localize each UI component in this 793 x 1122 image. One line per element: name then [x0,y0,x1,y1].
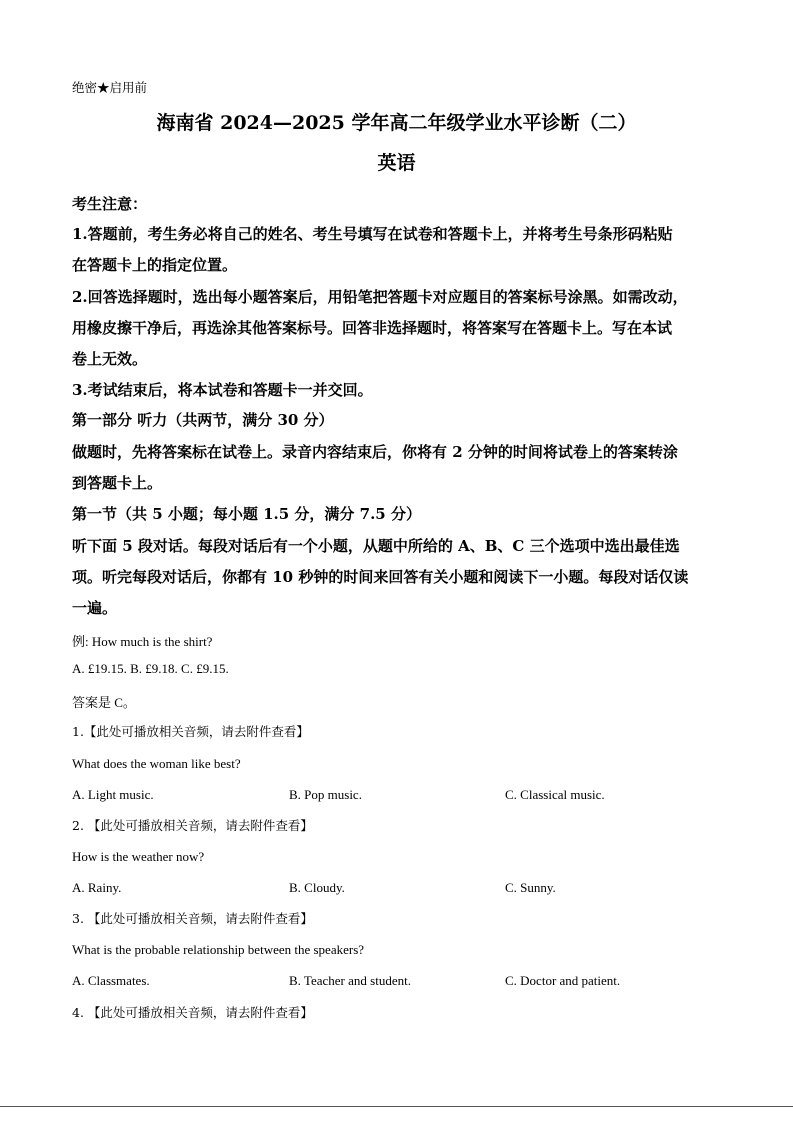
audio-link-1[interactable]: 1.【此处可播放相关音频，请去附件查看】 [72,724,309,739]
notice-item-1: 1.答题前，考生务必将自己的姓名、考生号填写在试卷和答题卡上，并将考生号条形码粘贴 [72,225,673,243]
notice-item-3: 3.考试结束后，将本试卷和答题卡一并交回。 [72,381,373,399]
question-2-option-b: B. Cloudy. [289,880,345,895]
question-3-text: What is the probable relationship between the speakers? [72,942,365,957]
part1-intro-cont: 到答题卡上。 [72,474,163,492]
question-2-option-c: C. Sunny. [505,880,556,895]
question-1-option-b: B. Pop music. [289,787,362,802]
question-2-option-a: A. Rainy. [72,880,122,895]
question-2-text: How is the weather now? [72,849,205,864]
notice-item-2: 2.回答选择题时，选出每小题答案后，用铅笔把答题卡对应题目的答案标号涂黑。如需改动， [72,288,688,306]
confidential-label: 绝密★启用前 [72,80,148,95]
notice-heading: 考生注意： [72,195,148,213]
part1-heading: 第一部分 听力（共两节，满分 30 分） [72,411,334,429]
question-3-option-b: B. Teacher and student. [289,973,411,988]
question-1-option-a: A. Light music. [72,787,154,802]
audio-link-2[interactable]: 2. 【此处可播放相关音频，请去附件查看】 [72,818,313,833]
example-answer: 答案是 C。 [72,695,136,710]
audio-link-3[interactable]: 3. 【此处可播放相关音频，请去附件查看】 [72,911,313,926]
page-bottom-divider [0,1106,793,1107]
notice-item-2-cont2: 卷上无效。 [72,350,148,368]
question-1-text: What does the woman like best? [72,756,241,771]
notice-item-1-cont: 在答题卡上的指定位置。 [72,256,238,274]
section1-heading: 第一节（共 5 小题；每小题 1.5 分，满分 7.5 分） [72,505,421,523]
question-3-option-a: A. Classmates. [72,973,150,988]
section1-instructions: 听下面 5 段对话。每段对话后有一个小题，从题中所给的 A、B、C 三个选项中选出最佳选 [72,537,680,555]
section1-instructions-cont: 项。听完每段对话后，你都有 10 秒钟的时间来回答有关小题和阅读下一小题。每段对话仅读 [72,568,689,586]
notice-item-2-cont: 用橡皮擦干净后，再选涂其他答案标号。回答非选择题时，将答案写在答题卡上。写在本试 [72,319,673,337]
exam-title: 海南省 2024—2025 学年高二年级学业水平诊断（二） [156,112,637,134]
question-3-option-c: C. Doctor and patient. [505,973,621,988]
part1-intro: 做题时，先将答案标在试卷上。录音内容结束后，你将有 2 分钟的时间将试卷上的答案转涂 [72,443,678,461]
section1-instructions-cont2: 一遍。 [72,599,118,617]
example-question: 例: How much is the shirt? [72,634,213,649]
audio-link-4[interactable]: 4. 【此处可播放相关音频，请去附件查看】 [72,1005,313,1020]
subject-title: 英语 [377,152,416,174]
example-options: A. £19.15. B. £9.18. C. £9.15. [72,661,229,676]
question-1-option-c: C. Classical music. [505,787,605,802]
